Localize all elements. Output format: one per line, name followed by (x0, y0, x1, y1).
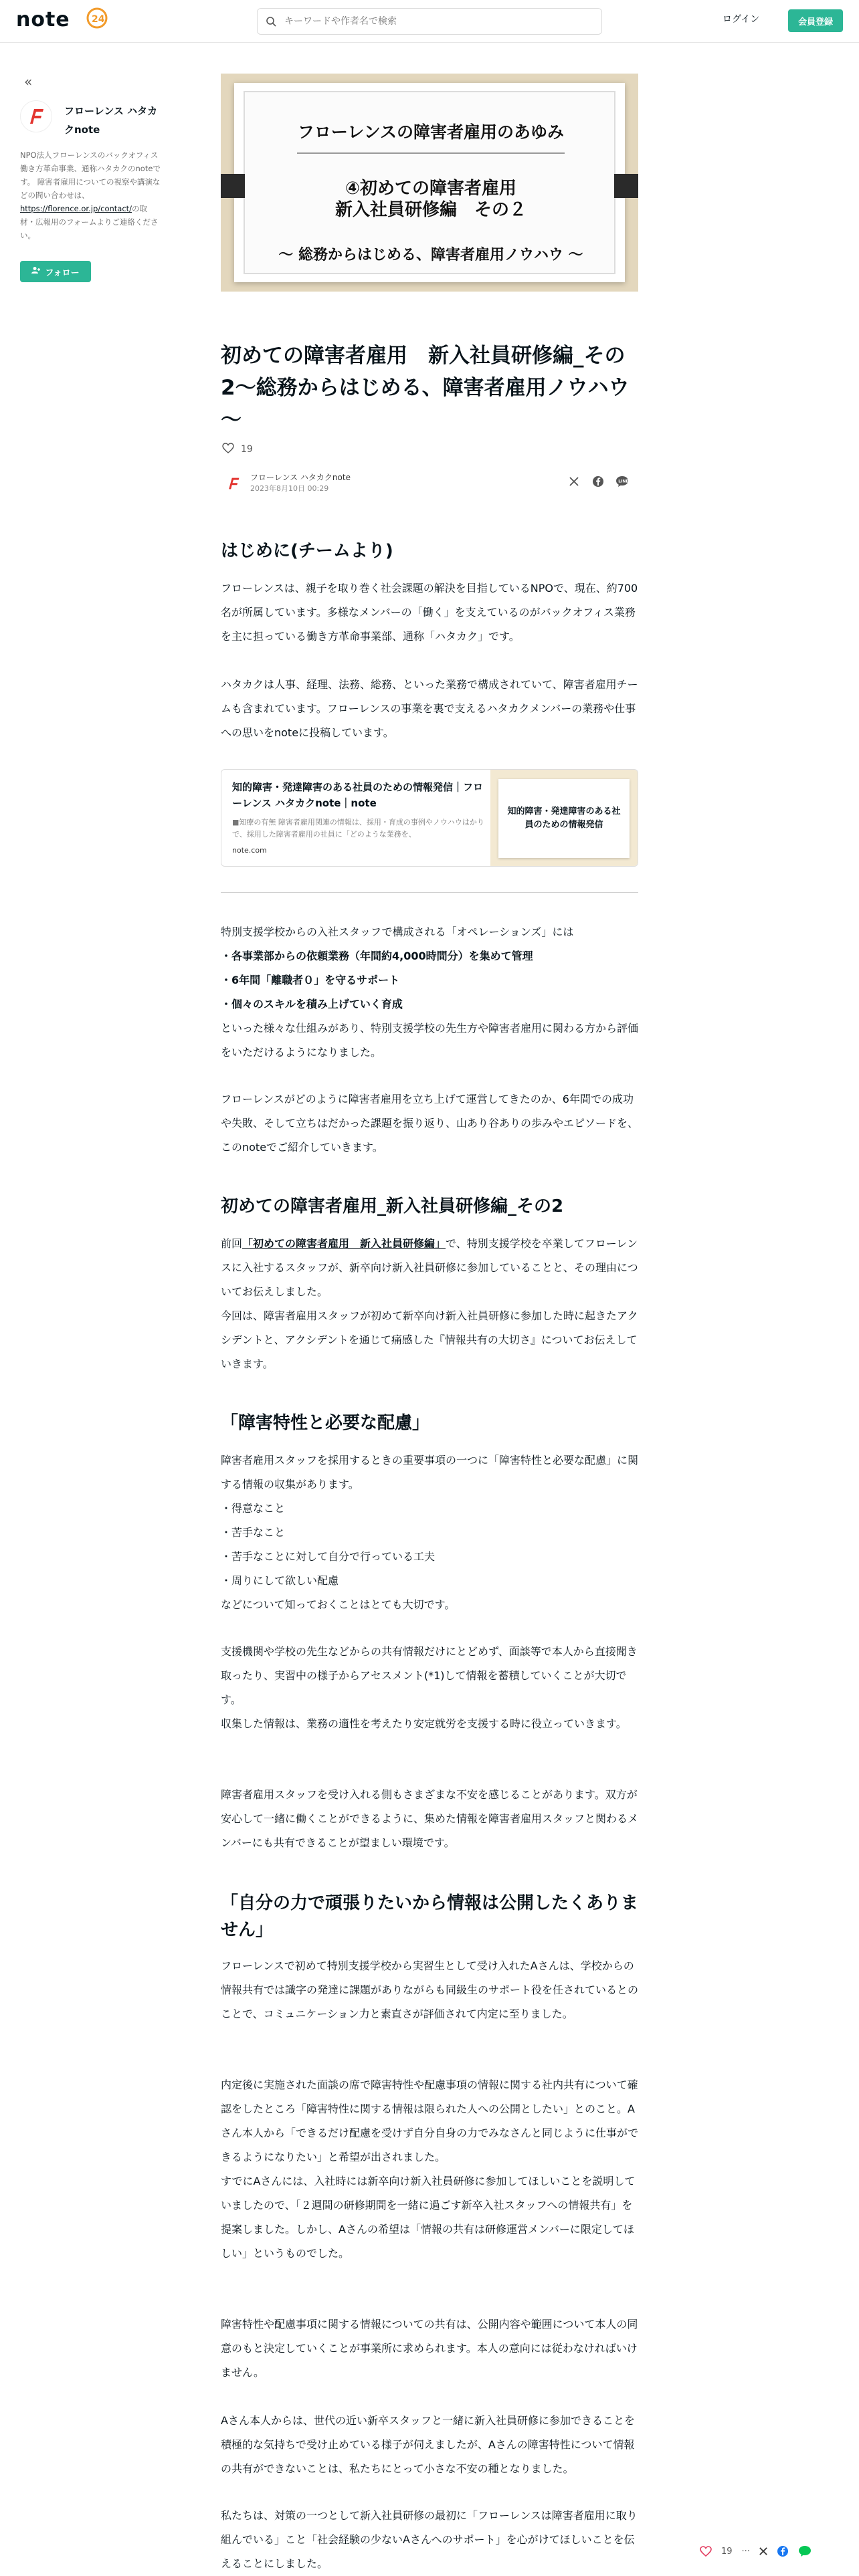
heading-intro: はじめに(チームより) (221, 541, 393, 561)
intro-paragraph-2: ハタカクは人事、経理、法務、総務、といった業務で構成されていて、障害者雇用チームも含まれています。フローレンスの事業を裏で支えるハタカクメンバーの業務や仕事への思いをnoteに投稿しています。 (221, 678, 638, 739)
float-line-icon[interactable] (798, 2545, 812, 2557)
embed-thumbnail (490, 770, 638, 867)
florence-logo-icon (225, 475, 242, 492)
hero-image (221, 74, 638, 292)
author-avatar[interactable] (20, 100, 52, 132)
line-share-icon[interactable] (615, 475, 629, 488)
hero-board (244, 91, 615, 274)
hero-subtitle (245, 178, 617, 221)
ops-bullet: ・各事業部からの依頼業務（年間約4,000時間分）を集めて管理 (221, 950, 533, 962)
hero-tagline: ～ 総務からはじめる、障害者雇用ノウハウ ～ (278, 247, 583, 263)
facebook-share-icon[interactable] (591, 475, 605, 488)
heart-icon[interactable] (222, 443, 234, 456)
float-like-count: 19 (721, 2546, 733, 2557)
float-more-icon[interactable]: ··· (741, 2546, 750, 2557)
site-header (0, 0, 859, 43)
embed-title: 知的障害・発達障害のある社員のための情報発信｜フローレンス ハタカクnote｜note (232, 781, 484, 809)
note-logo[interactable]: note (16, 8, 70, 31)
trait-item: ・得意なこと (221, 1502, 286, 1515)
section-divider (221, 892, 638, 893)
traits-intro: 障害者雇用スタッフを採用するときの重要事項の一つに「障害特性と必要な配慮」に関する情報の収集があります。 (221, 1454, 639, 1491)
ops-outro: といった様々な仕組みがあり、特別支援学校の先生方や障害者雇用に関わる方から評価をいただけるようになりました。 (221, 1022, 639, 1059)
anniversary-badge-icon (86, 7, 108, 31)
svg-text:24: 24 (92, 14, 105, 25)
float-facebook-icon[interactable] (777, 2545, 789, 2557)
author-description-text: NPO法人フローレンスのバックオフィス働き方革命事業、通称ハタカクのnoteです。 障害者雇用についての視察や講演などの問い合わせは、 (20, 150, 161, 200)
like-count: 19 (241, 444, 253, 455)
intro-paragraph: フローレンスは、親子を取り巻く社会課題の解決を目指しているNPOで、現在、約700名が所属しています。多様なメンバーの「働く」を支えているのがバックオフィス業務を主に担っている働き方革命事業部、通称「ハタカク」です。 (221, 582, 638, 643)
hero-clip-left (221, 174, 245, 198)
embed-text (232, 779, 493, 855)
byline-avatar[interactable] (222, 472, 245, 495)
embed-thumbnail-text: 知的障害・発達障害のある社員のための情報発信 (498, 779, 630, 858)
float-x-icon[interactable] (759, 2547, 767, 2555)
share-buttons (567, 475, 629, 488)
training-rest: で、特別支援学校を卒業してフローレンスに入社するスタッフが、新卒向け新入社員研修に参加していることと、その理由についてお伝えしました。 (221, 1237, 638, 1298)
heading-traits: 「障害特性と必要な配慮」 (221, 1413, 430, 1433)
closing-paragraph-2: 私たちは、対策の一つとして新入社員研修の最初に「フローレンスは障害者雇用に取り組んでいる」こと「社会経験の少ないAさんへのサポート」を心がけてほしいことを伝えることにしました。 (221, 2509, 638, 2570)
embed-description: ■知療の有無 障害者雇用関連の情報は、採用・育成の事例やノウハウはかりで、採用した障害者雇用の社員に「どのような業務を、 (232, 818, 484, 839)
signup-button[interactable]: 会員登録 (788, 9, 843, 32)
previous-article-link[interactable]: 「初めての障害者雇用 新入社員研修編」 (242, 1237, 446, 1250)
search-input[interactable] (284, 16, 579, 27)
embed-domain: note.com (232, 846, 267, 855)
closing-paragraph-1: Aさん本人からは、世代の近い新卒スタッフと一緒に新入社員研修に参加できることを積極的な気持ちで受け止めている様子が伺えましたが、Aさんの障害特性について情報の共有ができないことは、私たちにとって小さな不安の種となりました。 (221, 2414, 635, 2475)
ops-intro: 特別支援学校からの入社スタッフで構成される「オペレーションズ」には (221, 926, 574, 938)
article-title: 初めての障害者雇用 新入社員研修編_その2～総務からはじめる、障害者雇用ノウハウ～ (221, 344, 630, 432)
add-user-icon (31, 266, 41, 277)
byline-date: 2023年8月10日 00:29 (250, 484, 329, 493)
training-prefix: 前回 (221, 1237, 243, 1250)
assess-paragraph-2: 収集した情報は、業務の適性を考えたり安定就労を支援する時に役立っていきます。 (221, 1717, 627, 1730)
like-area[interactable] (222, 443, 253, 456)
hero-title: フローレンスの障害者雇用のあゆみ (297, 122, 565, 142)
trait-item: ・苦手なこと (221, 1526, 286, 1539)
ops-bullet: ・個々のスキルを積み上げていく育成 (221, 998, 403, 1010)
author-description (20, 148, 161, 242)
self-paragraph-3: すでにAさんには、入社時には新卒向け新入社員研修に参加してほしいことを説明していましたので、「２週間の研修期間を一緒に過ごす新卒入社スタッフへの情報共有」を提案しました。しかし、Aさんの希望は「情報の共有は研修運営メンバーに限定してほしい」というものでした。 (221, 2175, 636, 2260)
hero-frame (234, 83, 625, 282)
ops-bullet: ・6年間「離職者０」を守るサポート (221, 974, 400, 986)
consent-paragraph: 障害特性や配慮事項に関する情報についての共有は、公開内容や範囲について本人の同意のもと決定していくことが事業所に求められます。本人の意向には従わなければいけません。 (221, 2318, 638, 2379)
login-link[interactable]: ログイン (723, 14, 760, 25)
florence-logo-icon (25, 105, 47, 128)
contact-link[interactable]: https://florence.or.jp/contact/ (20, 204, 132, 213)
heading-self: 「自分の力で頑張りたいから情報は公開したくありません」 (221, 1893, 639, 1940)
hero-clip-right (614, 174, 638, 198)
traits-outro: などについて知っておくことはとても大切です。 (221, 1598, 456, 1611)
float-heart-icon[interactable] (700, 2546, 712, 2557)
collapse-sidebar-icon[interactable]: « (24, 74, 33, 90)
embed-card[interactable] (221, 769, 638, 867)
assess-paragraph: 支援機関や学校の先生などからの共有情報だけにとどめず、面談等で本人から直接聞き取ったり、実習中の様子からアセスメント(*1)して情報を蓄積していくことが大切です。 (221, 1645, 638, 1706)
floating-action-bar (700, 2545, 812, 2557)
training-paragraph (221, 1232, 638, 1304)
follow-label: フォロー (45, 267, 80, 278)
author-description-text-2: の取材・広報用のフォームよりご連絡ください。 (20, 204, 159, 240)
hero-subtitle-line-2: 新入社員研修編 その２ (335, 200, 527, 220)
trait-item: ・周りにして欲しい配慮 (221, 1574, 339, 1587)
self-paragraph-2: 内定後に実施された面談の席で障害特性や配慮事項の情報に関する社内共有について確認をしたところ「障害特性に関する情報は限られた人への公開としたい」とのこと。Aさん本人から「できるだけ配慮を受けず自分自身の力でみなさんと同じように仕事ができるようになりたい」と希望が出されました。 (221, 2078, 639, 2163)
history-paragraph: フローレンスがどのように障害者雇用を立ち上げて運営してきたのか、6年間での成功や失敗、そして立ちはだかった課題を振り返り、山あり谷ありの歩みやエピソードを、このnoteでご紹介していきます。 (221, 1093, 639, 1154)
x-share-icon[interactable] (567, 475, 581, 488)
byline-author[interactable]: フローレンス ハタカクnote (250, 473, 351, 482)
anxiety-paragraph: 障害者雇用スタッフを受け入れる側もさまざまな不安を感じることがあります。双方が安心して一緒に働くことができるように、集めた情報を障害者雇用スタッフと関わるメンバーにも共有できることが望ましい環境です。 (221, 1788, 639, 1849)
self-paragraph-1: フローレンスで初めて特別支援学校から実習生として受け入れたAさんは、学校からの情報共有では識字の発達に課題がありながらも同級生のサポート役を任されているとのことで、コミュニケーション力と素直さが評価されて内定に至りました。 (221, 1959, 639, 2020)
trait-item: ・苦手なことに対して自分で行っている工夫 (221, 1550, 436, 1563)
search-box[interactable] (257, 8, 602, 35)
heading-training: 初めての障害者雇用_新入社員研修編_その2 (221, 1196, 564, 1216)
hero-subtitle-line-1: ④初めての障害者雇用 (345, 179, 516, 199)
hero-divider (297, 152, 565, 154)
follow-button[interactable] (20, 261, 91, 282)
svg-text:LINE: LINE (618, 479, 629, 484)
author-name[interactable]: フローレンス ハタカクnote (64, 105, 158, 136)
training-paragraph-2: 今回は、障害者雇用スタッフが初めて新卒向け新入社員研修に参加した時に起きたアクシデントと、アクシデントを通じて痛感した『情報共有の大切さ』についてお伝えしていきます。 (221, 1309, 638, 1370)
search-icon (258, 16, 284, 27)
